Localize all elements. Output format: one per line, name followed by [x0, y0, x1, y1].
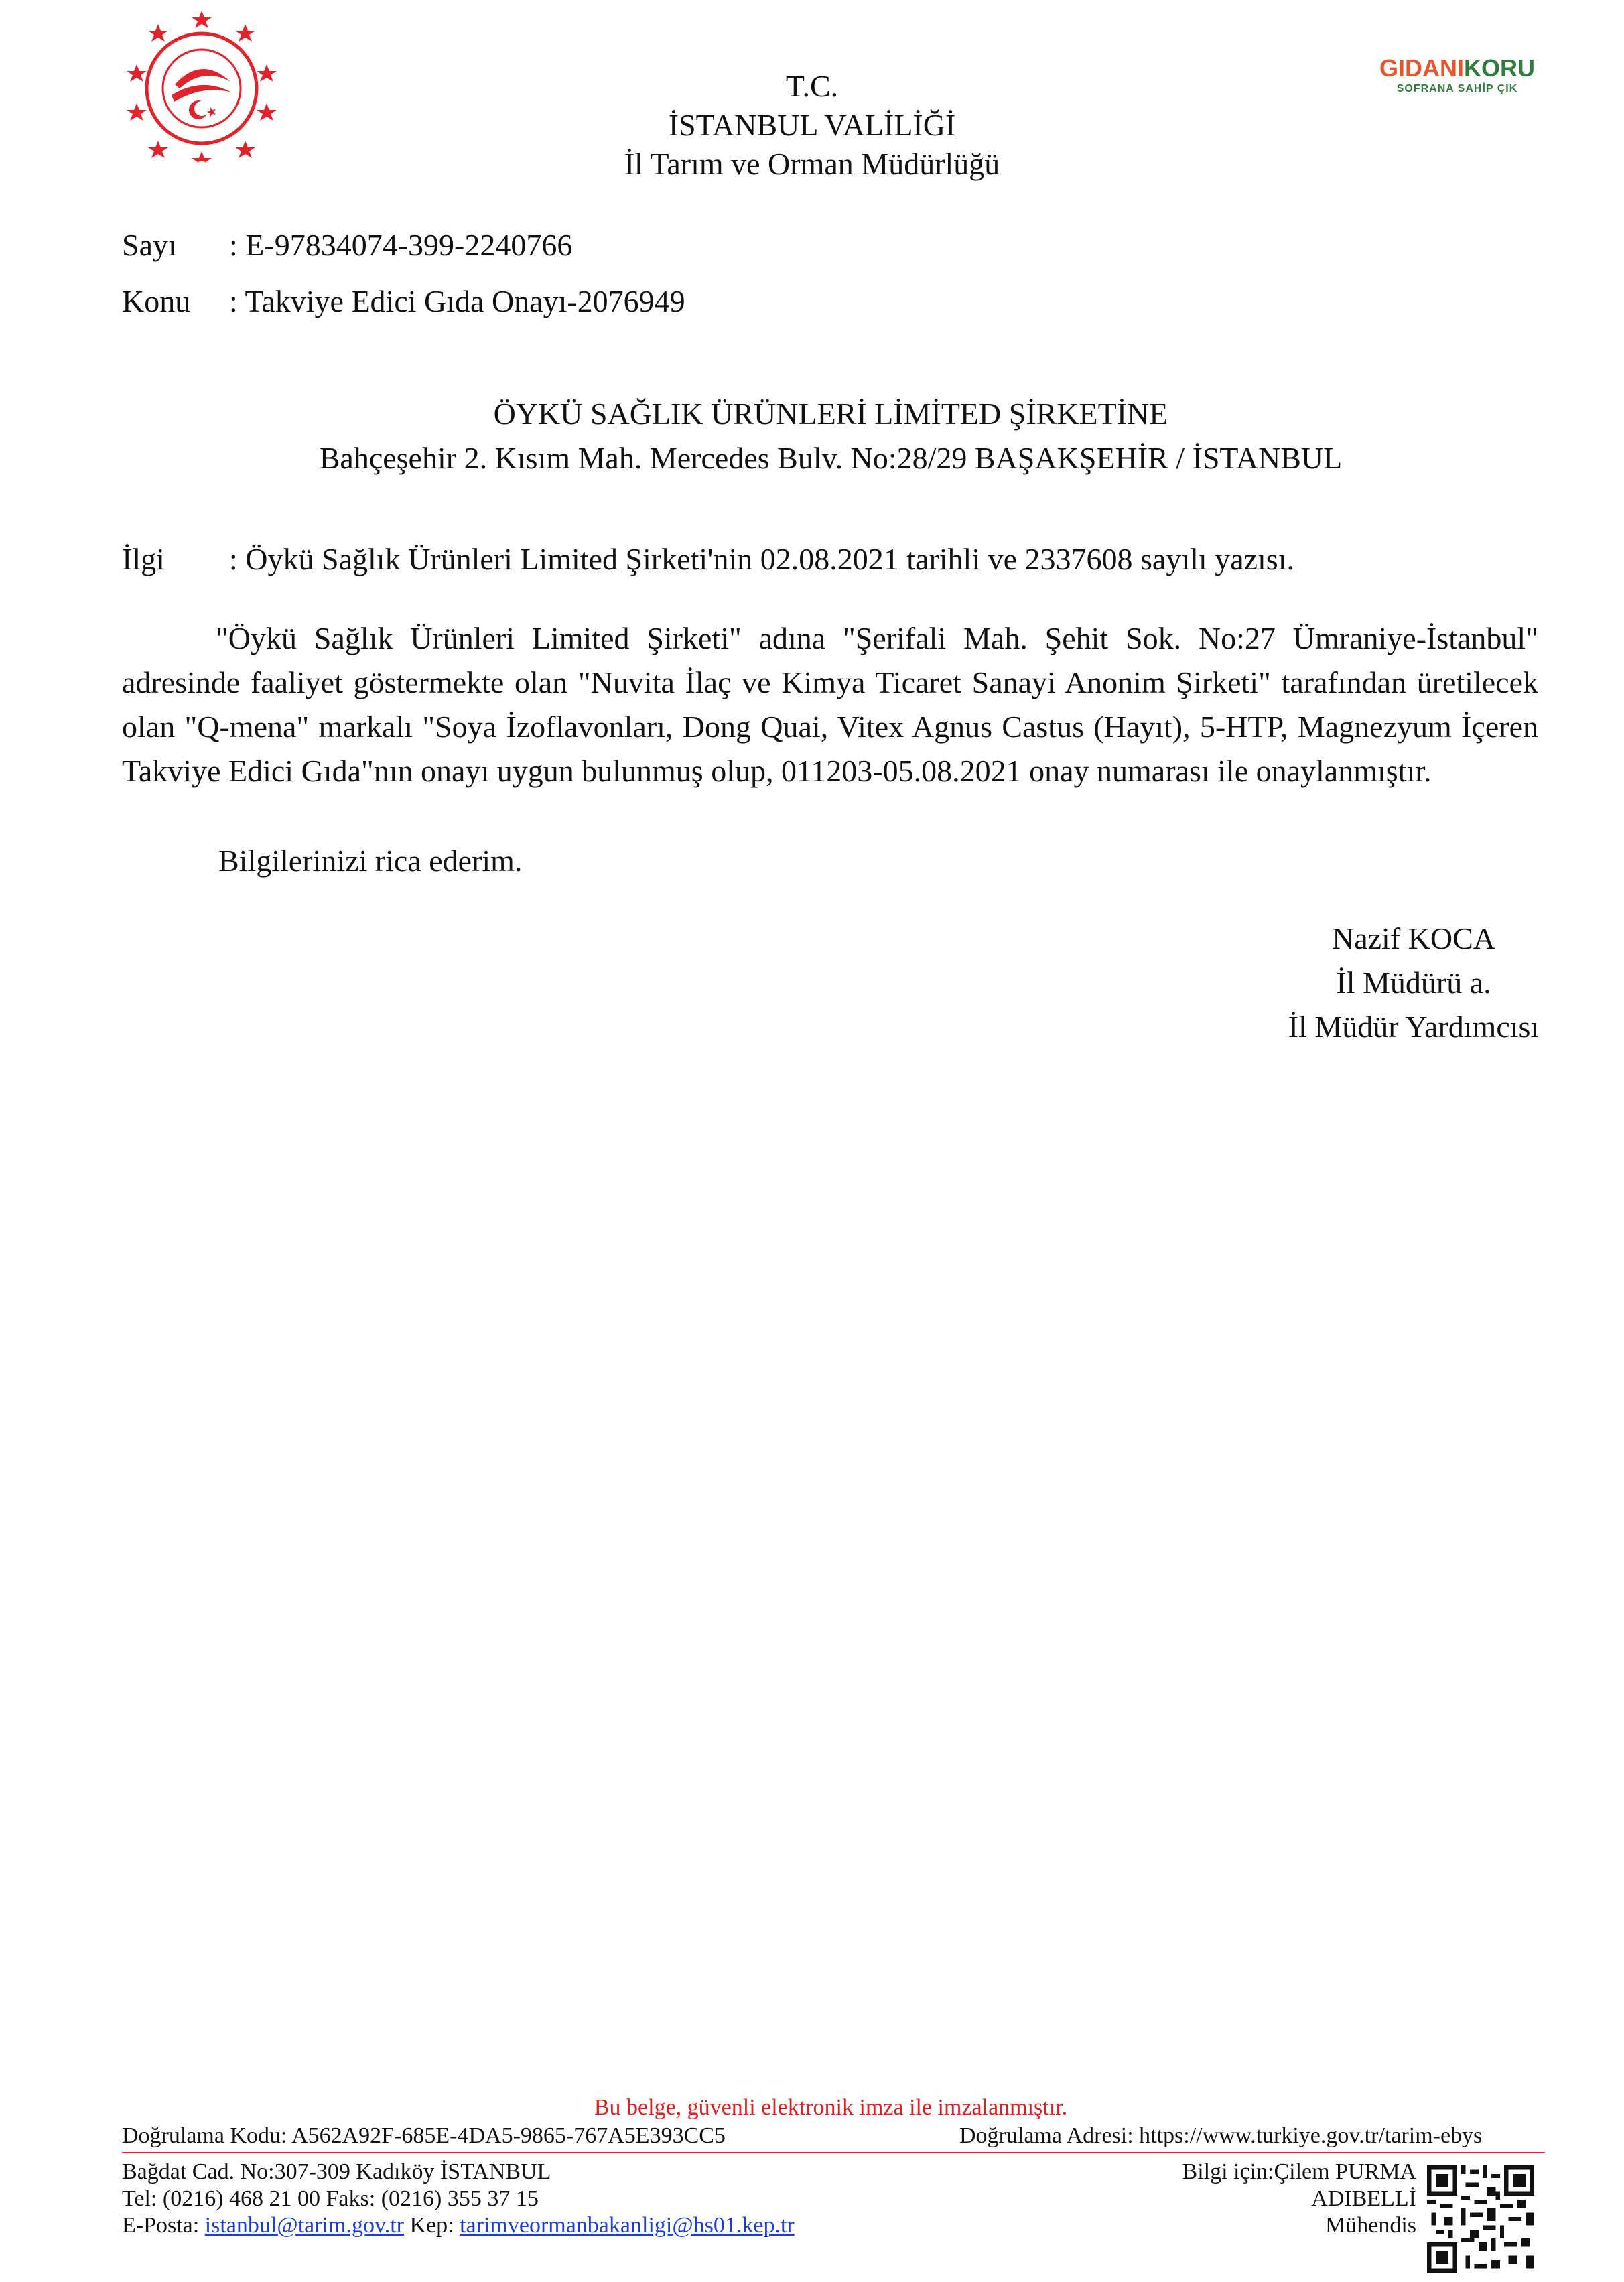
header-directorate: İl Tarım ve Orman Müdürlüğü: [624, 147, 1000, 181]
footer-phone: Tel: (0216) 468 21 00 Faks: (0216) 355 37 15: [122, 2186, 539, 2211]
header-tc: T.C.: [785, 69, 839, 103]
verification-code: Doğrulama Kodu: A562A92F-685E-4DA5-9865-767A5E393CC5: [122, 2123, 726, 2148]
kep-label: Kep:: [409, 2213, 454, 2238]
ilgi-value: : Öykü Sağlık Ürünleri Limited Şirketi'nin 02.08.2021 tarihli ve 2337608 sayılı yazısı.: [229, 542, 1294, 576]
footer-divider: [122, 2152, 1545, 2153]
e-signature-note: Bu belge, güvenli elektronik imza ile imzalanmıştır.: [594, 2095, 1068, 2120]
body-paragraph: [122, 616, 1538, 793]
konu-row: [122, 281, 685, 322]
signatory-title: İl Müdürü a.: [1336, 965, 1491, 1000]
contact-person: Bilgi için:Çilem PURMA: [1182, 2159, 1416, 2184]
konu-label: Konu: [122, 284, 191, 318]
closing-line: Bilgilerinizi rica ederim.: [218, 844, 523, 878]
contact-person-title: Mühendis: [1325, 2213, 1416, 2238]
email-label: E-Posta:: [122, 2213, 200, 2238]
contact-person-surname: ADIBELLİ: [1311, 2186, 1416, 2211]
footer-contacts: [122, 2212, 795, 2239]
footer-address: Bağdat Cad. No:307-309 Kadıköy İSTANBUL: [122, 2159, 551, 2184]
ilgi-label: İlgi: [122, 542, 165, 576]
signatory-name: Nazif KOCA: [1332, 921, 1495, 955]
header-governorship: İSTANBUL VALİLİĞİ: [668, 108, 956, 142]
sayi-label: Sayı: [122, 228, 177, 262]
signatory-position: İl Müdür Yardımcısı: [1288, 1010, 1540, 1044]
recipient-address: Bahçeşehir 2. Kısım Mah. Mercedes Bulv. No:28/29 BAŞAKŞEHİR / İSTANBUL: [319, 441, 1343, 475]
signature-block: [1246, 917, 1581, 1049]
email-link[interactable]: istanbul@tarim.gov.tr: [204, 2213, 405, 2238]
gidani-koru-logo-main: GIDANIKORU: [1379, 54, 1535, 82]
qr-code: [1427, 2165, 1534, 2273]
gidani-koru-logo-tagline: SOFRANA SAHİP ÇIK: [1396, 83, 1518, 94]
sayi-row: [122, 225, 572, 265]
recipient-block: [0, 392, 1624, 480]
konu-value: : Takviye Edici Gıda Onayı-2076949: [229, 284, 685, 318]
kep-link[interactable]: tarimveormanbakanligi@hs01.kep.tr: [460, 2213, 795, 2238]
sayi-value: : E-97834074-399-2240766: [229, 228, 573, 262]
verification-address: Doğrulama Adresi: https://www.turkiye.gov.tr/tarim-ebys: [959, 2123, 1483, 2148]
gidani-koru-logo: [1367, 55, 1548, 96]
ilgi-row: [122, 539, 1294, 580]
recipient-name: ÖYKÜ SAĞLIK ÜRÜNLERİ LİMİTED ŞİRKETİNE: [493, 397, 1168, 431]
body-text: "Öykü Sağlık Ürünleri Limited Şirketi" adına "Şerifali Mah. Şehit Sok. No:27 Ümraniye-İstanbul" adresinde faaliyet göstermekte olan "Nuvita İlaç ve Kimya Ticaret Sanayi Anonim Şirketi" tarafından üretilecek olan "Q-mena" markalı "Soya İzoflavonları, Dong Quai, Vitex Agnus Castus (Hayıt), 5-HTP, Magnezyum İçeren Takviye Edici Gıda"nın onayı uygun bulunmuş olup, 011203-05.08.2021 onay numarası ile onaylanmıştır.: [122, 621, 1538, 788]
